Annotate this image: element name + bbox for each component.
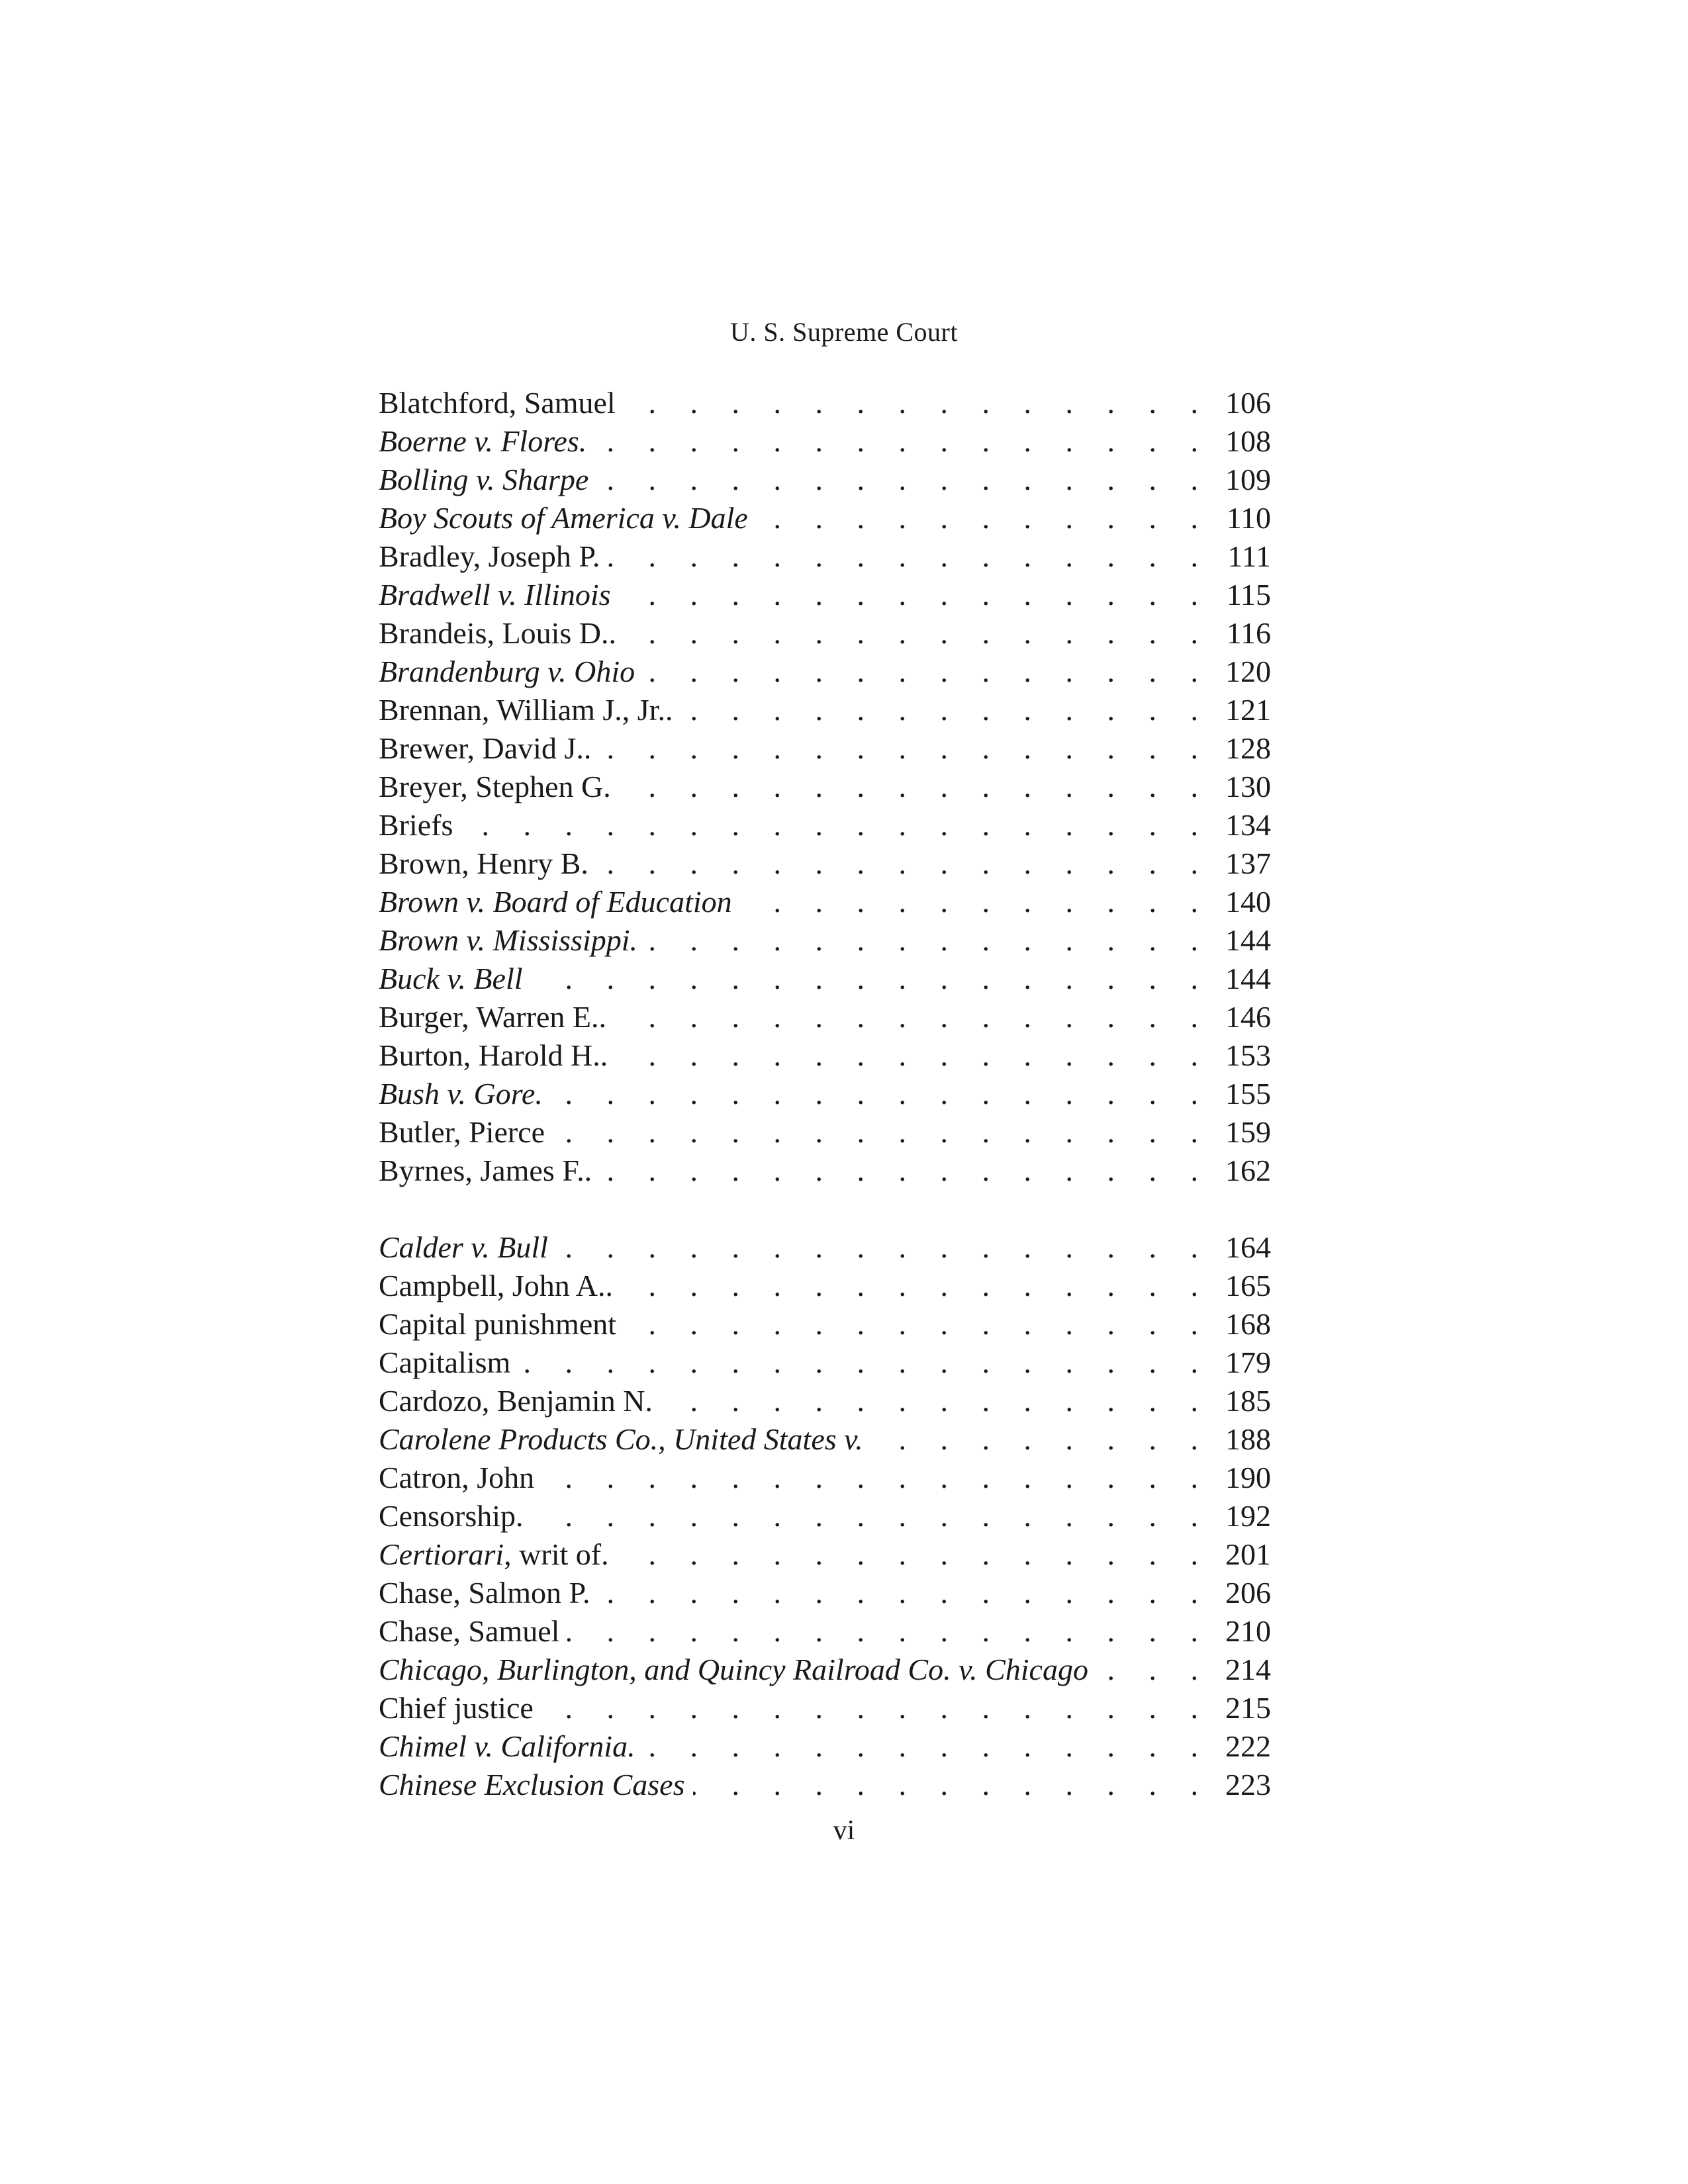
toc-entry-title: Chase, Salmon P. (379, 1576, 590, 1610)
toc-entry-title: Brown v. Board of Education (379, 885, 732, 919)
dot-leader (645, 921, 1211, 960)
toc-entry (379, 1343, 1271, 1382)
dot-leader (617, 1535, 1211, 1574)
dot-leader (541, 1689, 1211, 1727)
toc-entry-page: 110 (1226, 501, 1271, 535)
dot-leader (619, 576, 1211, 614)
toc-entry-page: 185 (1225, 1384, 1271, 1418)
dot-leader (596, 461, 1211, 499)
toc-entry-title: Bolling v. Sharpe (379, 463, 589, 496)
toc-entry-title: Chimel v. California. (379, 1729, 635, 1763)
toc-entry-title: Breyer, Stephen G. (379, 770, 611, 803)
toc-entry-title: Buck v. Bell (379, 962, 523, 995)
toc-entry-title: Burton, Harold H.. (379, 1038, 608, 1072)
toc-entry-title: Catron, John (379, 1461, 535, 1494)
toc-entry-title-part: , writ of. (504, 1537, 609, 1571)
toc-entry-title: Boerne v. Flores. (379, 424, 587, 458)
toc-entry-title: Burger, Warren E.. (379, 1000, 607, 1034)
dot-leader (553, 1113, 1211, 1152)
dot-leader (532, 1497, 1212, 1535)
toc-entry-page: 223 (1225, 1768, 1271, 1801)
toc-entry-title: Capitalism (379, 1345, 511, 1379)
toc-entry-page: 155 (1225, 1077, 1271, 1111)
toc-entry-page: 201 (1225, 1537, 1271, 1571)
toc-entry-title: Blatchford, Samuel (379, 386, 616, 420)
toc-entry-title-part: Certiorari (379, 1537, 504, 1571)
toc-entry-page: 192 (1225, 1499, 1271, 1533)
toc-entry-title: Brandenburg v. Ohio (379, 655, 635, 688)
toc-entry-page: 214 (1225, 1653, 1271, 1686)
toc-entry-page: 109 (1225, 463, 1271, 496)
dot-leader (1096, 1651, 1211, 1689)
toc-entry-title: Brown v. Mississippi. (379, 923, 638, 957)
toc-entry (379, 1420, 1271, 1459)
toc-entry-page: 128 (1225, 731, 1271, 765)
toc-entry-title: Byrnes, James F.. (379, 1154, 592, 1187)
toc-entry-page: 215 (1225, 1691, 1271, 1725)
toc-entry-title: Chicago, Burlington, and Quincy Railroad Co. v. Chicago (379, 1653, 1088, 1686)
toc-entry-page: 222 (1225, 1729, 1271, 1763)
toc-entry (379, 499, 1271, 537)
toc-entry (379, 1075, 1271, 1113)
toc-entry-page: 188 (1225, 1422, 1271, 1456)
toc-entry (379, 729, 1271, 768)
toc-entry-title: Brewer, David J.. (379, 731, 592, 765)
dot-leader (624, 614, 1211, 653)
toc-entry-page: 159 (1225, 1115, 1271, 1149)
dot-leader (461, 806, 1211, 844)
toc-entry-title: Cardozo, Benjamin N. (379, 1384, 653, 1418)
dot-leader (624, 1305, 1211, 1343)
dot-leader (608, 537, 1211, 576)
toc-entry (379, 576, 1271, 614)
toc-entry-page: 168 (1225, 1307, 1271, 1341)
toc-entry-title: Brown, Henry B. (379, 846, 588, 880)
dot-leader (616, 1036, 1211, 1075)
toc-entry (379, 960, 1271, 998)
toc-entry-page: 106 (1225, 386, 1271, 420)
toc-entry-title: Campbell, John A.. (379, 1269, 613, 1302)
toc-entry-title: Censorship. (379, 1499, 524, 1533)
dot-leader (661, 1382, 1211, 1420)
running-head: U. S. Supreme Court (730, 317, 958, 347)
toc-entry (379, 1535, 1271, 1574)
toc-entry-page: 140 (1225, 885, 1271, 919)
toc-entry (379, 1036, 1271, 1075)
dot-leader (598, 1574, 1211, 1612)
toc-entry-page: 144 (1225, 923, 1271, 957)
toc-entry-title: Bradley, Joseph P. (379, 539, 600, 573)
dot-leader (600, 1152, 1211, 1190)
toc-entry-page: 115 (1226, 578, 1271, 612)
toc-entry (379, 537, 1271, 576)
toc-entry-page: 134 (1225, 808, 1271, 842)
toc-entry (379, 653, 1271, 691)
dot-leader (567, 1612, 1211, 1651)
toc-entry (379, 1382, 1271, 1420)
toc-entry (379, 1228, 1271, 1267)
toc-entry (379, 921, 1271, 960)
page-number: vi (833, 1815, 855, 1846)
toc-entry-page: 144 (1225, 962, 1271, 995)
toc-entry (379, 1651, 1271, 1689)
dot-leader (693, 1766, 1212, 1804)
toc-entry-page: 210 (1225, 1614, 1271, 1648)
dot-leader (643, 1727, 1211, 1766)
toc-entry-page: 162 (1225, 1154, 1271, 1187)
dot-leader (740, 883, 1211, 921)
dot-leader (599, 729, 1211, 768)
dot-leader (551, 1075, 1211, 1113)
toc-entry-title: Brandeis, Louis D.. (379, 616, 617, 650)
dot-leader (621, 1267, 1211, 1305)
toc-entry-page: 121 (1225, 693, 1271, 727)
dot-leader (542, 1459, 1211, 1497)
dot-leader (596, 844, 1211, 883)
table-of-contents (379, 384, 1271, 1804)
dot-leader (594, 422, 1211, 461)
dot-leader (556, 1228, 1211, 1267)
toc-entry-title (379, 1535, 609, 1574)
toc-entry (379, 1267, 1271, 1305)
toc-entry (379, 806, 1271, 844)
toc-entry (379, 691, 1271, 729)
toc-entry (379, 998, 1271, 1036)
dot-leader (871, 1420, 1211, 1459)
toc-entry-title: Chief justice (379, 1691, 534, 1725)
toc-entry (379, 1727, 1271, 1766)
toc-entry (379, 614, 1271, 653)
toc-entry-page: 179 (1225, 1345, 1271, 1379)
toc-entry-page: 190 (1225, 1461, 1271, 1494)
toc-entry (379, 768, 1271, 806)
toc-entry (379, 461, 1271, 499)
dot-leader (643, 653, 1211, 691)
dot-leader (680, 691, 1211, 729)
toc-entry (379, 1459, 1271, 1497)
dot-leader (624, 384, 1211, 422)
toc-entry (379, 883, 1271, 921)
dot-leader (756, 499, 1211, 537)
toc-entry-title: Bush v. Gore. (379, 1077, 543, 1111)
toc-entry-title: Calder v. Bull (379, 1230, 548, 1264)
toc-entry-title: Chinese Exclusion Cases (379, 1768, 685, 1801)
toc-entry-title: Boy Scouts of America v. Dale (379, 501, 748, 535)
toc-entry (379, 1152, 1271, 1190)
toc-entry-title: Brennan, William J., Jr.. (379, 693, 673, 727)
toc-entry-page: 165 (1225, 1269, 1271, 1302)
toc-entry-page: 153 (1225, 1038, 1271, 1072)
toc-entry (379, 1574, 1271, 1612)
toc-entry (379, 1612, 1271, 1651)
toc-entry (379, 384, 1271, 422)
toc-entry-page: 108 (1225, 424, 1271, 458)
toc-entry-title: Chase, Samuel (379, 1614, 560, 1648)
toc-entry-page: 120 (1225, 655, 1271, 688)
toc-entry-page: 146 (1225, 1000, 1271, 1034)
toc-entry-page: 111 (1227, 539, 1271, 573)
toc-entry-page: 164 (1225, 1230, 1271, 1264)
toc-entry-page: 206 (1225, 1576, 1271, 1610)
toc-entry-title: Briefs (379, 808, 453, 842)
toc-entry-page: 130 (1225, 770, 1271, 803)
toc-entry (379, 1766, 1271, 1804)
dot-leader (518, 1343, 1211, 1382)
dot-leader (614, 998, 1211, 1036)
toc-entry (379, 1305, 1271, 1343)
toc-entry (379, 422, 1271, 461)
toc-entry (379, 1689, 1271, 1727)
toc-entry (379, 1113, 1271, 1152)
toc-entry-title: Carolene Products Co., United States v. (379, 1422, 863, 1456)
toc-entry-page: 137 (1225, 846, 1271, 880)
toc-entry-title: Butler, Pierce (379, 1115, 545, 1149)
dot-leader (531, 960, 1211, 998)
toc-entry-title: Capital punishment (379, 1307, 617, 1341)
toc-entry-title: Bradwell v. Illinois (379, 578, 611, 612)
toc-entry (379, 1497, 1271, 1535)
dot-leader (619, 768, 1211, 806)
toc-entry (379, 844, 1271, 883)
toc-entry-page: 116 (1226, 616, 1271, 650)
